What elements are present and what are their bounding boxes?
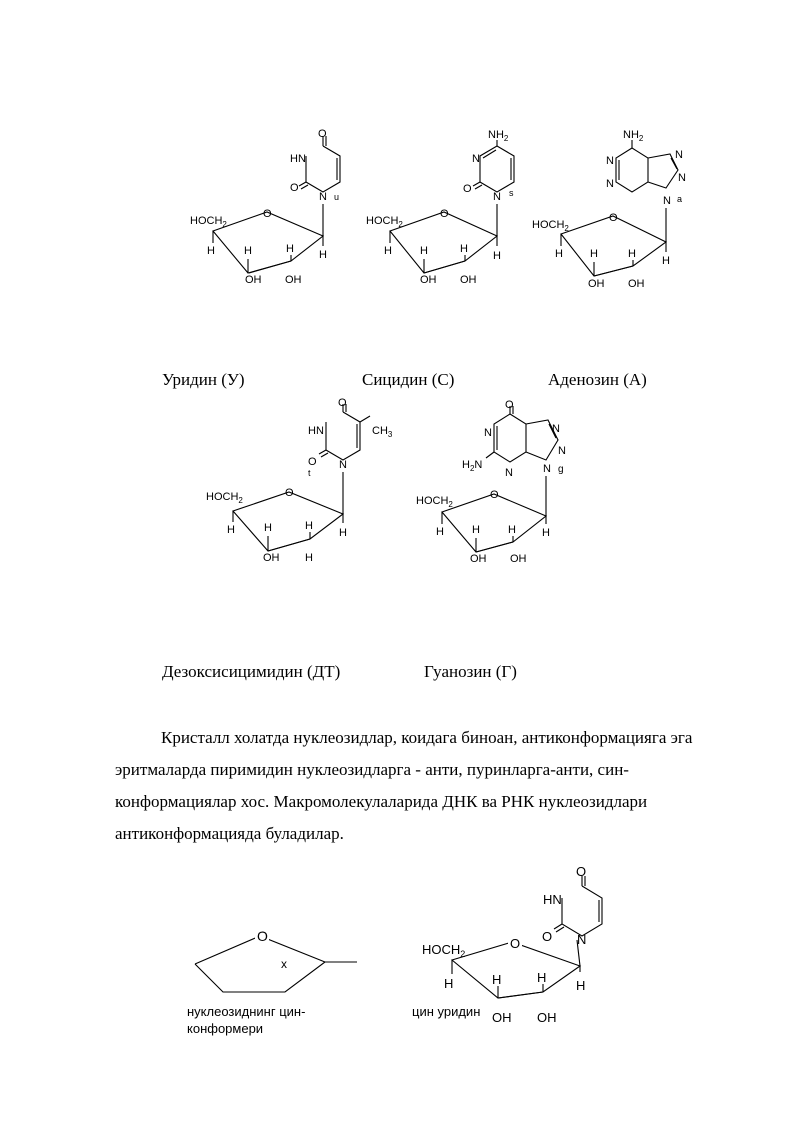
uridine-oh2: OH <box>285 274 302 286</box>
cytidine-h4: H <box>384 245 392 257</box>
uridine-structure <box>185 128 355 288</box>
adenosine-h3: H <box>590 248 598 260</box>
guanosine-h2: H <box>508 524 516 536</box>
cytidine-n1: N <box>493 191 501 203</box>
su-n1: N <box>577 932 587 947</box>
guanosine-oh2: OH <box>510 553 527 565</box>
su-ring-o: O <box>510 936 521 951</box>
guanosine-n9: N <box>543 463 551 475</box>
uridine-o4: O <box>318 128 327 140</box>
dt-mark: t <box>308 468 311 478</box>
cytidine-structure <box>362 128 532 293</box>
guanosine-n-right: N <box>558 445 566 457</box>
dt-h1: H <box>339 527 347 539</box>
su-o2: O <box>542 929 553 944</box>
su-h3: H <box>492 972 502 987</box>
cytidine-ring-o: O <box>440 208 449 220</box>
guanosine-h2n: $H_2N$ <box>462 459 483 473</box>
uridine-ring-o: O <box>263 208 272 220</box>
dt-ring-o: O <box>285 487 294 499</box>
cytidine-h3: H <box>420 245 428 257</box>
guanosine-n1: N <box>484 427 492 439</box>
dt-o4: O <box>338 397 347 409</box>
guanosine-o6: O <box>505 399 514 411</box>
dt-oh3: OH <box>263 552 280 564</box>
uridine-o2: O <box>290 182 299 194</box>
adenosine-n7: N <box>675 149 683 161</box>
body-paragraph <box>115 722 735 850</box>
dt-n1: N <box>339 459 347 471</box>
caption-cytidine: Сицидин (С) <box>362 370 455 389</box>
dt-o2: O <box>308 456 317 468</box>
cytidine-h1: H <box>493 250 501 262</box>
adenosine-n9: N <box>663 195 671 207</box>
uridine-n1: N <box>319 191 327 203</box>
paragraph-text: Кристалл холатда нуклеозидлар, коидага биноан, антиконформацияга эга эритмаларда пиримидин нуклеозидларга - анти, пуринларга-анти, син-конформациялар хос. Макромолекулаларида ДНК ва РНК нуклеозидлари антиконформацияда буладилар. <box>115 728 693 843</box>
caption-uridine: Уридин (У) <box>162 370 245 389</box>
guanosine-n7: N <box>552 423 560 435</box>
adenosine-nh2: $NH_2$ <box>623 129 644 143</box>
adenosine-n-right: N <box>678 172 686 184</box>
cytidine-o2: O <box>463 183 472 195</box>
adenosine-ring-o: O <box>609 212 618 224</box>
adenosine-structure <box>528 124 708 294</box>
syn-x-mark: x <box>281 957 287 971</box>
su-oh2: OH <box>537 1010 557 1025</box>
adenosine-oh2: OH <box>628 278 645 290</box>
deoxythymidine-structure <box>200 396 410 571</box>
su-h2: H <box>537 970 547 985</box>
caption-guanosine: Гуанозин (Г) <box>424 662 517 681</box>
adenosine-h1: H <box>662 255 670 267</box>
dt-ch3: $CH_3$ <box>372 425 393 439</box>
syn-conformer-label-line2: конформери <box>187 1021 264 1036</box>
caption-adenosine: Аденозин (А) <box>548 370 647 389</box>
su-hn: HN <box>543 892 562 907</box>
su-hoch2: $HOCH_2$ <box>422 942 466 959</box>
syn-conformer-diagram <box>185 922 365 1002</box>
cytidine-n3: N <box>472 153 480 165</box>
guanosine-n3: N <box>505 467 513 479</box>
guanosine-structure <box>410 396 610 571</box>
dt-h2a: H <box>305 520 313 532</box>
cytidine-oh3: OH <box>420 274 437 286</box>
uridine-h4: H <box>207 245 215 257</box>
cytidine-oh2: OH <box>460 274 477 286</box>
uridine-hoch2: $HOCH_2$ <box>190 215 227 229</box>
guanosine-h1: H <box>542 527 550 539</box>
syn-uridine-label: цин уридин <box>412 1004 481 1019</box>
dt-hn: HN <box>308 425 324 437</box>
su-h1: H <box>576 978 586 993</box>
dt-h2b: H <box>305 552 313 564</box>
cytidine-nh2: $NH_2$ <box>488 129 509 143</box>
adenosine-n3: N <box>606 178 614 190</box>
guanosine-hoch2: $HOCH_2$ <box>416 495 453 509</box>
dt-h3: H <box>264 522 272 534</box>
dt-hoch2: $HOCH_2$ <box>206 491 243 505</box>
guanosine-mark: g <box>558 464 564 475</box>
uridine-hn: HN <box>290 153 306 165</box>
cytidine-mark: s <box>509 188 514 198</box>
uridine-h2: H <box>286 243 294 255</box>
guanosine-h3: H <box>472 524 480 536</box>
cytidine-h2: H <box>460 243 468 255</box>
adenosine-h4: H <box>555 248 563 260</box>
adenosine-oh3: OH <box>588 278 605 290</box>
su-h4: H <box>444 976 454 991</box>
uridine-h3: H <box>244 245 252 257</box>
uridine-mark: u <box>334 192 340 202</box>
adenosine-n1: N <box>606 155 614 167</box>
guanosine-oh3: OH <box>470 553 487 565</box>
cytidine-hoch2: $HOCH_2$ <box>366 215 403 229</box>
dt-h4: H <box>227 524 235 536</box>
syn-ring-o: O <box>257 928 268 944</box>
syn-conformer-label <box>187 1003 305 1037</box>
uridine-h1: H <box>319 249 327 261</box>
adenosine-hoch2: $HOCH_2$ <box>532 219 569 233</box>
syn-conformer-label-line1: нуклеозиднинг цин- <box>187 1004 306 1019</box>
su-o4: O <box>576 864 587 879</box>
su-oh3: OH <box>492 1010 512 1025</box>
adenosine-h2: H <box>628 248 636 260</box>
guanosine-ring-o: O <box>490 489 499 501</box>
caption-deoxythymidine: Дезоксисицимидин (ДТ) <box>162 662 341 681</box>
guanosine-h4: H <box>436 526 444 538</box>
uridine-oh3: OH <box>245 274 262 286</box>
adenosine-mark: a <box>677 194 683 204</box>
